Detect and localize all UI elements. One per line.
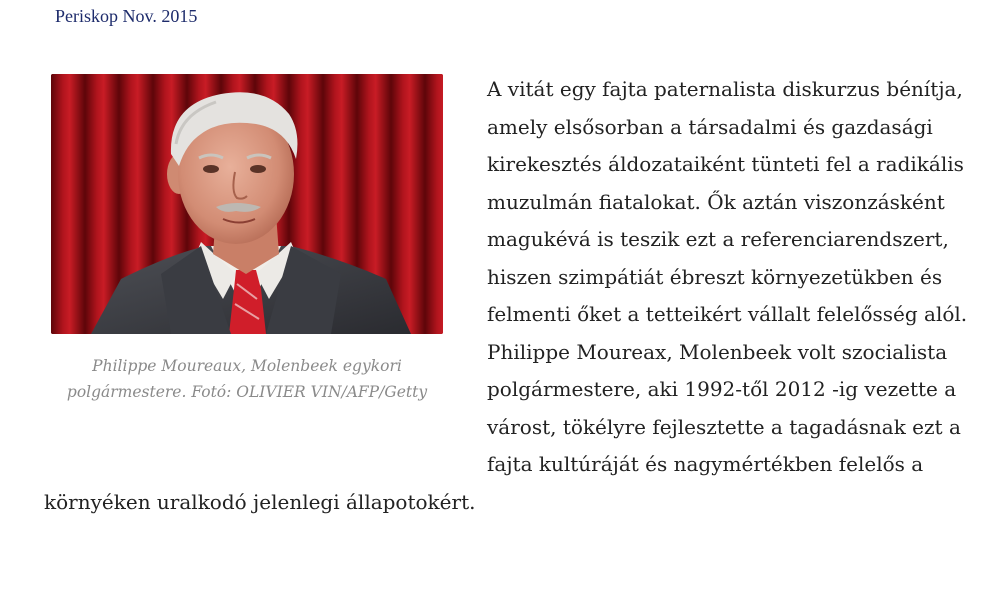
source-link[interactable]: Periskop Nov. 2015 bbox=[55, 6, 198, 26]
article-body bbox=[44, 71, 974, 521]
article-paragraph: A vitát egy fajta paternalista diskurzus bénítja, amely elsősorban a társadalmi és gazdasági kirekesztés áldozataiként tünteti fel a radikális muzulmán fiatalokat. Ők aztán viszonzásként magukévá is teszik ezt a referenciarendszert, hiszen szimpátiát ébreszt környezetükben és felmenti őket a tetteikért vállalt felelősség alól. Philippe Moureax, Molenbeek volt szocialista polgármestere, aki 1992-től 2012 -ig vezette a várost, tökélyre fejlesztette a tagadásnak ezt a fajta kultúráját és nagymértékben felelős a környéken uralkodó jelenlegi állapotokért. bbox=[44, 77, 968, 514]
photo-caption: Philippe Moureaux, Molenbeek egykori polgármestere. Fotó: OLIVIER VIN/AFP/Getty bbox=[66, 357, 428, 401]
figure-wrap-spacer bbox=[44, 71, 487, 463]
